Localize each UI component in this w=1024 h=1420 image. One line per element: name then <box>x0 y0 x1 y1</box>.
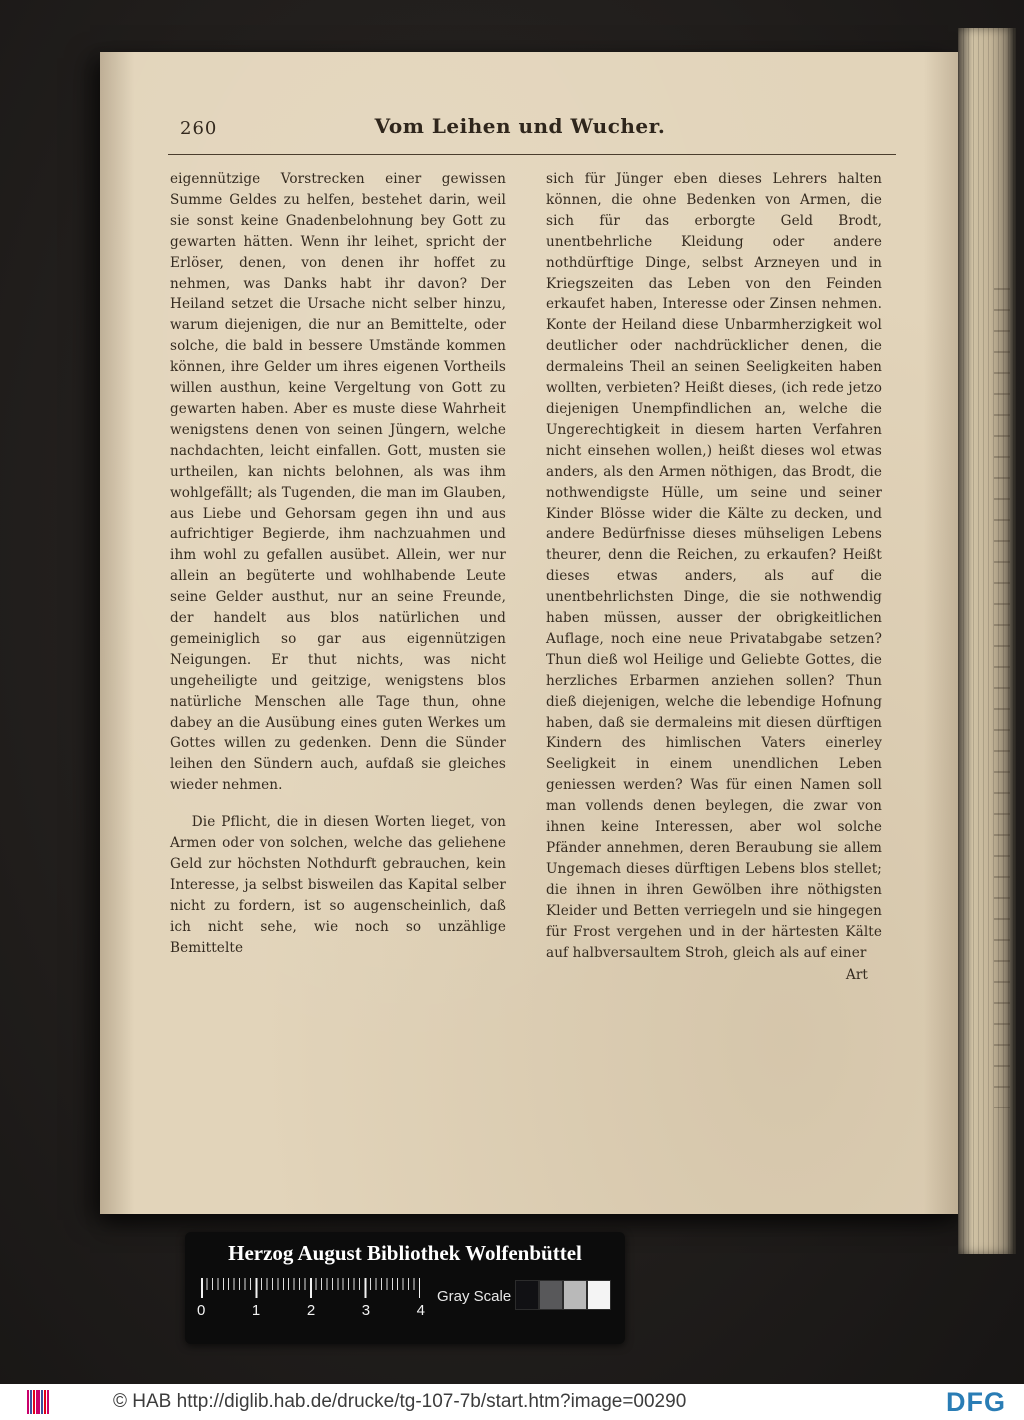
ruler-number: 3 <box>361 1302 371 1319</box>
library-label-title: Herzog August Bibliothek Wolfenbüttel <box>228 1241 582 1265</box>
ruler-numbers <box>197 1302 425 1319</box>
text-columns <box>138 169 902 986</box>
adjacent-page-edge <box>958 28 1016 1254</box>
hab-logo-icon <box>27 1390 49 1414</box>
grayscale-label: Gray Scale <box>437 1288 512 1305</box>
footer-bar <box>0 1384 1024 1420</box>
text-column-right <box>546 169 882 986</box>
ruler-number: 2 <box>306 1302 316 1319</box>
paragraph: eigennützige Vorstrecken einer gewissen Summe Geldes zu helfen, bestehet darin, weil sie sonst keine Gnadenbelohnung bey Gott zu gewarten hätten. Wenn ihr leihet, spricht der Erlöser, denen, von denen ihr hoffet zu nehmen, was Danks habt ihr davon? Der Heiland setzet die Ursache nicht selber hinzu, warum diejenigen, die nur an Bemittelte, oder solche, die bald in bessere Umstände kommen können, ihre Gelder um ihres eigenen Vortheils willen austhun, keine Vergeltung von Gott zu gewarten haben. Aber es muste diese Wahrheit wenigstens denen von seinen Jüngern, welche nachdachten, leicht einfallen. Gott, musten sie urtheilen, kan nichts belohnen, als was ihm wohlgefällt; als Tugenden, die man im Glauben, aus Liebe und Gehorsam gegen ihn und aus aufrichtiger Begierde, ihm nachzuahmen und ihm wohl zu gefallen ausübet. Allein, wer nur allein an begüterte und wohlhabende Leute seine Gelder austhut, nur an seine Freunde, der handelt aus blos natürlichen und gemeiniglich so gar aus eigennützigen Neigungen. Er thut nichts, was nicht ungeheiligte und geitzige, wenigstens blos natürliche Menschen alle Tage thun, ohne dabey an die Ausübung eines guten Werkes um Gottes willen zu gedenken. Denn die Sünder leihen den Sündern auch, aufdaß sie gleiches wieder nehmen. <box>170 171 506 794</box>
adjacent-page-text-ghost <box>994 288 1010 1108</box>
gray-patch <box>539 1280 563 1310</box>
header-rule <box>168 154 896 155</box>
footer-url-link[interactable]: © HAB http://diglib.hab.de/drucke/tg-107-7b/start.htm?image=00290 <box>113 1391 687 1412</box>
dfg-logo[interactable]: DFG <box>946 1386 1006 1417</box>
ruler-number: 0 <box>197 1302 206 1319</box>
paragraph: Die Pflicht, die in diesen Worten lieget, von Armen oder von solchen, welche das geliehene Geld zur höchsten Nothdurft gebrauchen, kein Interesse, ja selbst bisweilen das Kapital selber nicht zu fordern, ist so augenscheinlich, daß ich nicht sehe, wie noch so unzählige Bemittelte <box>170 814 506 956</box>
ruler-ticks <box>201 1278 420 1298</box>
gray-patch <box>587 1280 611 1310</box>
book-page-scan <box>100 52 958 1214</box>
ruler-number: 1 <box>251 1302 261 1319</box>
grayscale-patches <box>515 1280 611 1310</box>
gray-patch <box>515 1280 539 1310</box>
paragraph: sich für Jünger eben dieses Lehrers halten können, die ohne Bedenken von Armen, die sich für das erborgte Geld Brodt, unentbehrliche Kleidung oder andere nothdürftige Dinge, selbst Arzneyen und in Kriegszeiten das Leben von den Feinden erkaufet haben, Interesse oder Zinsen nehmen. Konte der Heiland diese Unbarmherzigkeit wol deutlicher oder nachdrücklicher denen, die dermaleins Theil an seinen Seeligkeiten haben wollten, verbieten? Heißt dieses, (ich rede jetzo diejenigen Unempfindlichen an, welche die Ungerechtigkeit in diesem harten Verfahren nicht einsehen wollen,) heißt dieses wol etwas anders, als den Armen nöthigen, das Brodt, die nothwendigste Hülle, um seine und seiner Kinder Blösse wider die Kälte zu decken, und andere Bedürfnisse dieses mühseligen Lebens theurer, denn die Reichen, zu erkaufen? Heißt dieses etwas anders, als auf die unentbehrlichsten Dinge, die sie nothwendig haben müssen, ausser der obrigkeitlichen Auflage, noch eine neue Privatabgabe setzen? Thun dieß wol Heilige und Geliebte Gottes, die herzliches Erbarmen anziehen sollen? Thun dieß diejenigen, welche die lebendige Hofnung haben, daß sie dermaleins mit diesen dürftigen Kindern des himlischen Vaters einerley Seeligkeit in einem unendlichen Leben geniessen werden? Was für einen Namen soll man vollends denen beylegen, die zwar von ihnen keine Interessen, aber wol solche Pfänder annehmen, deren Beraubung sie allem Ungemach dieses dürftigen Lebens blos stellet; die ihnen in ihren Gewölben ihre nöthigsten Kleider und Betten verriegeln und sie hingegen für Frost vergehen und in der härtesten Kälte auf halbversaultem Stroh, gleich als auf einer <box>546 171 882 961</box>
ruler-number: 4 <box>416 1302 425 1319</box>
catchword: Art <box>845 967 868 984</box>
page-header <box>138 106 902 150</box>
gray-patch <box>563 1280 587 1310</box>
library-label <box>185 1232 625 1344</box>
page-number: 260 <box>180 118 218 139</box>
text-column-left <box>170 169 506 986</box>
running-header: Vom Leihen und Wucher. <box>374 114 666 138</box>
